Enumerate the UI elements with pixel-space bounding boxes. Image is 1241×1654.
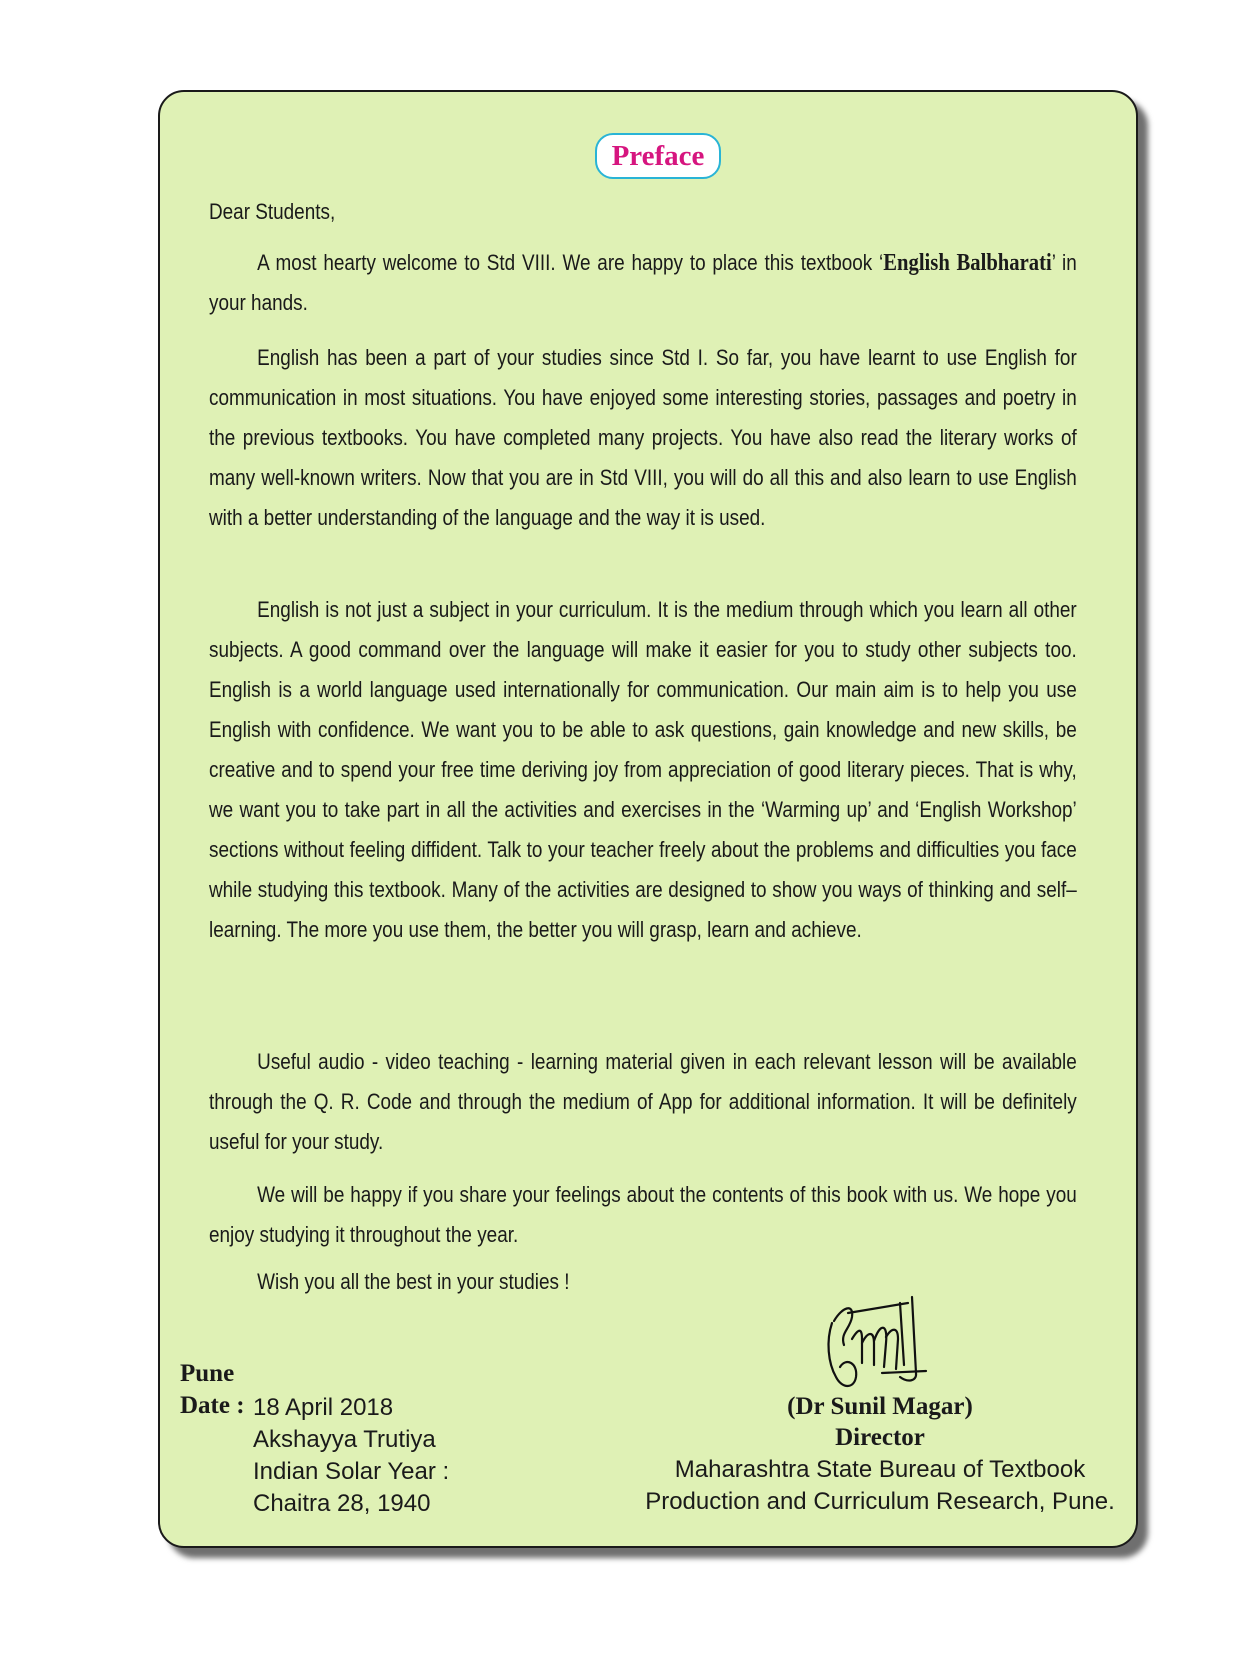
signatory-org-line-1: Maharashtra State Bureau of Textbook	[674, 1456, 1086, 1483]
paragraph-welcome	[209, 243, 1077, 323]
paragraph-welcome-text-before: A most hearty welcome to Std VIII. We are happy to place this textbook ‘	[257, 250, 884, 275]
paragraph-wishes: Wish you all the best in your studies !	[257, 1269, 570, 1294]
page-title: Preface	[611, 140, 705, 172]
date-gregorian: 18 April 2018	[253, 1394, 394, 1421]
textbook-name: English Balbharati	[883, 250, 1052, 276]
paragraph-audio-video: Useful audio - video teaching - learning material given in each relevant lesson will be available through the Q. R. Code and through the medium of App for additional information. It will be definitely useful for your study.	[209, 1049, 1077, 1154]
date-solar-year-label: Indian Solar Year :	[253, 1458, 450, 1485]
place: Pune	[180, 1360, 235, 1387]
salutation: Dear Students,	[209, 199, 336, 224]
paragraph-curriculum: English is not just a subject in your curriculum. It is the medium through which you learn all other subjects. A good command over the language will make it easier for you to study other subjects too. English is a world language used internationally for communication. Our main aim is to help you use English with confidence. We want you to be able to ask questions, gain knowledge and new skills, be creative and to spend your free time deriving joy from appreciation of good literary pieces. That is why, we want you to take part in all the activities and exercises in the ‘Warming up’ and ‘English Workshop’ sections without feeling diffident. Talk to your teacher freely about the problems and difficulties you face while studying this textbook. Many of the activities are designed to show you ways of thinking and self–learning. The more you use them, the better you will grasp, learn and achieve.	[209, 597, 1077, 942]
date-label: Date :	[180, 1392, 245, 1419]
signatory-role: Director	[835, 1424, 925, 1451]
paragraph-feedback: We will be happy if you share your feelings about the contents of this book with us. We hope you enjoy studying it throughout the year.	[209, 1182, 1077, 1247]
signatory-org-line-2: Production and Curriculum Research, Pune.	[645, 1488, 1115, 1515]
date-occasion: Akshayya Trutiya	[253, 1426, 436, 1453]
director-signature	[822, 1293, 934, 1393]
date-solar: Chaitra 28, 1940	[253, 1490, 431, 1517]
signatory-name: (Dr Sunil Magar)	[787, 1393, 973, 1420]
page-title-badge	[595, 133, 721, 179]
paragraph-welcome-text-after: ’ in your hands.	[209, 250, 1077, 315]
paragraph-studies: English has been a part of your studies since Std I. So far, you have learnt to use English for communication in most situations. You have enjoyed some interesting stories, passages and poetry in the previous textbooks. You have completed many projects. You have also read the literary works of many well-known writers. Now that you are in Std VIII, you will do all this and also learn to use English with a better understanding of the language and the way it is used.	[209, 345, 1077, 530]
